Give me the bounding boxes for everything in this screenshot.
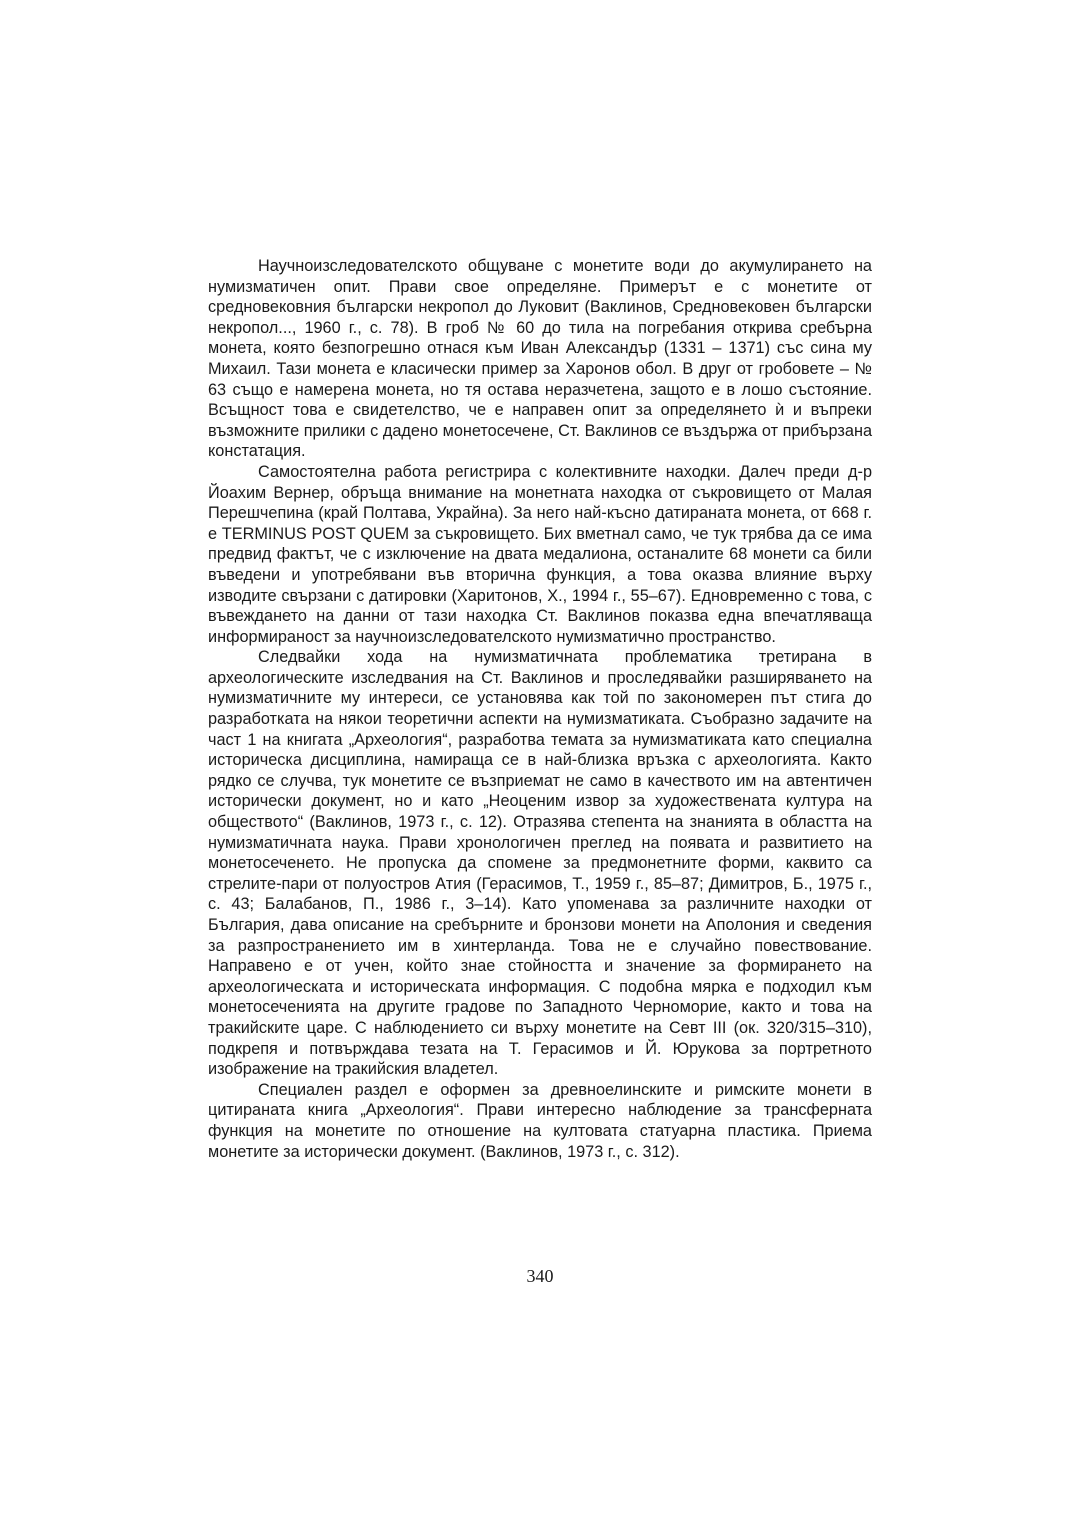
paragraph-4: Специален раздел е оформен за древноелинските и римските монети в цитираната книга „Археология“. Прави интересно наблюдение за трансферната функция на монетите по отношение на култовата статуарна пластика. Приема монетите за исторически документ. (Ваклинов, 1973 г., с. 312). (208, 1080, 872, 1161)
page-number: 340 (526, 1266, 554, 1286)
paragraph-1: Научноизследователското общуване с монетите води до акумулирането на нумизматичен опит. Прави свое определяне. Примерът е с монетите от средновековния български некропол до Луковит (Ваклинов, Средновековен български некропол..., 1960 г., с. 78). В гроб № 60 до тила на погребания открива сребърна монета, която безпогрешно отнася към Иван Александър (1331 – 1371) със сина му Михаил. Тази монета е класически пример за Харонов обол. В друг от гробовете – № 63 също е намерена монета, но тя остава неразчетена, защото е в лошо състояние. Всъщност това е свидетелство, че е направен опит за определянето ѝ и въпреки възможните прилики с дадено монетосечене, Ст. Ваклинов се въздържа от прибързана констатация. (208, 257, 872, 461)
paragraph-3: Следвайки хода на нумизматичната проблематика третирана в археологическите изследвания на Ст. Ваклинов и проследявайки разширяването на нумизматичните му интереси, се установява как той по закономерен път стига до разработката на някои теоретични аспекти на нумизматиката. Съобразно задачите на част 1 на книгата „Археология“, разработва темата за нумизматиката като специална историческа дисциплина, намираща се в най-близка връзка с археологията. Както рядко се случва, тук монетите се възприемат не само в качеството им на автентичен исторически документ, но и като „Неоценим извор за художествената култура на обществото“ (Ваклинов, 1973 г., с. 12). Отразява степента на знанията в областта на нумизматичната наука. Прави хронологичен преглед на появата и развитието на монетосеченето. Не пропуска да спомене за предмонетните форми, каквито са стрелите-пари от полуостров Атия (Герасимов, Т., 1959 г., 85–87; Димитров, Б., 1975 г., с. 43; Балабанов, П., 1986 г., 3–14). Като упоменава за различните находки от България, дава описание на сребърните и бронзови монети на Аполония и сведения за разпространението им в хинтерланда. Това не е случайно повествование. Направено е от учен, който знае стойността и значение за формирането на археологическата и историческата информация. С подобна мярка е подходил към монетосеченията на другите градове по Западното Черноморие, както и това на тракийските царе. С наблюдението си върху монетите на Севт III (ок. 320/315–310), подкрепя и потвърждава тезата на Т. Герасимов и Й. Юрукова за портретното изображение на тракийския владетел. (208, 648, 872, 1079)
body-text (208, 256, 872, 1162)
paragraph-2: Самостоятелна работа регистрира с колективните находки. Далеч преди д-р Йоахим Вернер, обръща внимание на монетната находка от съкровището от Малая Перешчепина (край Полтава, Украйна). За него най-късно датираната монета, от 668 г. е TERMINUS POST QUEM за съкровището. Бих вметнал само, че тук трябва да се има предвид фактът, че с изключение на двата медалиона, останалите 68 монети са били въведени и употребявани във вторична функция, а това оказва влияние върху изводите свързани с датировки (Харитонов, Х., 1994 г., 55–67). Едновременно с това, с въвеждането на данни от тази находка Ст. Ваклинов показва една впечатляваща информираност за научноизследователското нумизматично пространство. (208, 462, 872, 646)
